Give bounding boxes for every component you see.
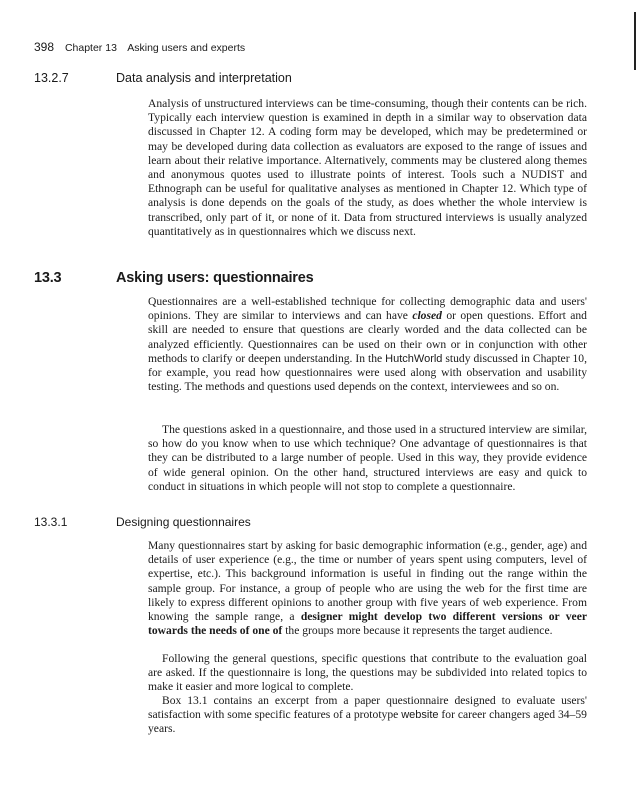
running-head-title: Asking users and experts: [127, 42, 246, 54]
section-heading-13-3: [34, 270, 313, 286]
section-title: Asking users: questionnaires: [116, 270, 314, 286]
running-head-chapter: Chapter 13: [64, 42, 117, 54]
section-heading-13-2-7: [34, 71, 292, 85]
section-number: 13.3: [34, 270, 62, 286]
page-number: 398: [34, 40, 55, 54]
paragraph-data-analysis: Analysis of unstructured interviews can be time-consuming, though their contents can be rich. Typically each interview question is examined in depth in a similar way to observation data discussed in Chapter 12. A coding form may be developed, which may be predetermined or may be developed during data collection as evaluators are exposed to the range of issues and learn about their relative importance. Alternatively, comments may be clustered along themes and anonymous quotes used to illustrate points of interest. Tools such a NUDIST and Ethnograph can be useful for qualitative analyses as mentioned in Chapter 12. Which type of analysis is done depends on the goals of the study, as does whether the whole interview is transcribed, only part of it, or none of it. Data from structured interviews is usually analyzed quantitatively as in questionnaires which we discuss next.: [148, 97, 587, 238]
text-run: the groups more because it represents the target audience.: [282, 624, 553, 638]
text-run: Box 13.1 contains an excerpt from a paper questionnaire designed to evaluate users' satisfaction with some specific features of a prototype: [148, 694, 587, 722]
section-title: Data analysis and interpretation: [116, 71, 292, 85]
text-run: or open questions. Effort and skill are needed to ensure that questions are clearly worded and the data collected can be analyzed efficiently. Questionnaires can be used on their own or in conjunction with other methods to clarify or deepen understanding. In the: [148, 309, 587, 365]
emphasis-closed: closed: [412, 309, 442, 323]
paragraph-questionnaires-intro: [148, 295, 587, 394]
paragraph-questionnaires-vs-interviews: The questions asked in a questionnaire, and those used in a structured interview are similar, so how do you know when to use which technique? One advantage of questionnaires is that they can be distributed to a large number of people. Used in this way, they provide evidence of wide general opinion. On the other hand, structured interviews are easy and quick to conduct in situations in which people will not stop to complete a questionnaire.: [148, 423, 587, 493]
paragraph-specific-questions: Following the general questions, specific questions that contribute to the evaluation goal are asked. If the questionnaire is long, the questions may be subdivided into related topics to make it easier and more logical to complete.: [148, 652, 587, 694]
section-title: Designing questionnaires: [116, 515, 251, 529]
text-run: Questionnaires are a well-established technique for collecting demographic data and users' opinions. They are similar to interviews and can have: [148, 295, 587, 323]
section-number: 13.2.7: [34, 71, 69, 85]
bold-text-run: designer might develop two different versions or veer towards the needs of one of: [148, 610, 587, 638]
section-heading-13-3-1: [34, 515, 251, 529]
text-run: for career changers aged 34–59 years.: [148, 708, 587, 736]
text-run: study discussed in Chapter 10, for example, you read how questionnaires were used along with observation and usability testing. The methods and questions used depends on the context, interviewees and so on.: [148, 351, 588, 394]
page-edge-rule: [634, 12, 636, 70]
paragraph-box-reference: [148, 694, 587, 737]
text-run: Many questionnaires start by asking for basic demographic information (e.g., gender, age) and details of user experience (e.g., the time or number of years spent using computers, level of expertise, etc.). This background information is useful in finding out the range within the sample group. For instance, a group of people who are using the web for the first time are likely to express different opinions to another group with five years of web experience. From knowing the sample range, a: [148, 539, 587, 624]
running-head: [34, 40, 245, 54]
hutchworld-name: HutchWorld: [385, 352, 443, 365]
website-word: website: [401, 709, 439, 722]
paragraph-designing-demographics: [148, 539, 587, 638]
section-number: 13.3.1: [34, 515, 68, 529]
